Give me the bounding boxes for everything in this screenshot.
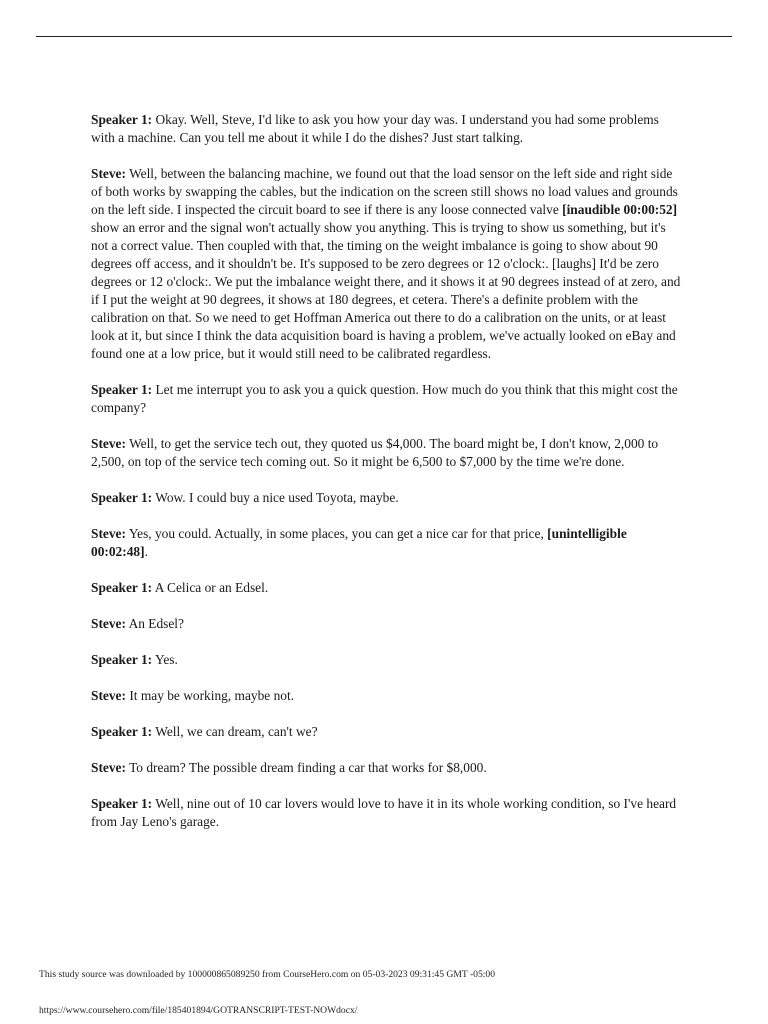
utterance-text: Okay. Well, Steve, I'd like to ask you how your day was. I understand you had some problems with a machine. Can you tell me about it while I do the dishes? Just start talking. [91, 112, 659, 145]
utterance-text: Let me interrupt you to ask you a quick question. How much do you think that this might cost the company? [91, 382, 678, 415]
speaker-label: Speaker 1: [91, 580, 153, 595]
utterance-text: Well, to get the service tech out, they quoted us $4,000. The board might be, I don't know, 2,000 to 2,500, on top of the service tech coming out. So it might be 6,500 to $7,000 by the time we're done. [91, 436, 659, 469]
source-url-link[interactable]: https://www.coursehero.com/file/185401894/GOTRANSCRIPT-TEST-NOWdocx/ [39, 1005, 358, 1016]
utterance-text: Yes, you could. Actually, in some places, you can get a nice car for that price, [128, 526, 544, 541]
transcript-body [91, 111, 681, 849]
speaker-label: Speaker 1: [91, 490, 153, 505]
transcript-paragraph [91, 723, 681, 741]
utterance-text: A Celica or an Edsel. [154, 580, 269, 595]
speaker-label: Speaker 1: [91, 112, 153, 127]
unintelligible-marker: [unintelligible 00:02:48] [91, 526, 627, 559]
utterance-text: Yes. [155, 652, 178, 667]
transcript-paragraph [91, 381, 681, 417]
speaker-label: Steve: [91, 166, 126, 181]
download-source-notice: This study source was downloaded by 100000865089250 from CourseHero.com on 05-03-2023 09:31:45 GMT -05:00 [39, 969, 496, 980]
inaudible-marker: [inaudible 00:00:52] [562, 202, 678, 217]
utterance-text: To dream? The possible dream finding a car that works for $8,000. [129, 760, 487, 775]
speaker-label: Steve: [91, 616, 126, 631]
utterance-text: Well, nine out of 10 car lovers would love to have it in its whole working condition, so I've heard from Jay Leno's garage. [91, 796, 677, 829]
transcript-paragraph [91, 489, 681, 507]
transcript-paragraph [91, 579, 681, 597]
transcript-paragraph [91, 759, 681, 777]
transcript-paragraph [91, 525, 681, 561]
transcript-paragraph [91, 615, 681, 633]
transcript-paragraph [91, 435, 681, 471]
transcript-paragraph [91, 111, 681, 147]
utterance-text: Well, we can dream, can't we? [155, 724, 318, 739]
utterance-text: Well, between the balancing machine, we found out that the load sensor on the left side and right side of both works by swapping the cables, but the indication on the screen still shows no load values and grounds on the left side. I inspected the circuit board to see if there is any loose connected valve [91, 166, 678, 217]
speaker-label: Steve: [91, 526, 126, 541]
speaker-label: Steve: [91, 688, 126, 703]
transcript-paragraph [91, 795, 681, 831]
speaker-label: Steve: [91, 436, 126, 451]
speaker-label: Speaker 1: [91, 796, 153, 811]
transcript-paragraph [91, 687, 681, 705]
transcript-paragraph [91, 165, 681, 363]
speaker-label: Speaker 1: [91, 652, 153, 667]
utterance-text: It may be working, maybe not. [129, 688, 295, 703]
top-divider [36, 36, 732, 37]
utterance-text: . [144, 544, 148, 559]
speaker-label: Steve: [91, 760, 126, 775]
utterance-text: An Edsel? [128, 616, 184, 631]
utterance-text: show an error and the signal won't actually show you anything. This is trying to show us something, but it's not a correct value. Then coupled with that, the timing on the weight imbalance is going to show about 90 degrees off access, and it shouldn't be. It's supposed to be zero degrees or 12 o'clock:. [laughs] It'd be zero degrees or 12 o'clock:. We put the imbalance weight there, and it shows it at 90 degrees instead of at zero, and if I put the weight at 90 degrees, it shows at 180 degrees, et cetera. There's a definite problem with the calibration on that. So we need to get Hoffman America out there to do a calibration on the units, or at least look at it, but since I think the data acquisition board is having a problem, we've actually looked on eBay and found one at a low price, but it would still need to be calibrated regardless. [91, 220, 681, 361]
speaker-label: Speaker 1: [91, 724, 153, 739]
utterance-text: Wow. I could buy a nice used Toyota, maybe. [155, 490, 399, 505]
transcript-paragraph [91, 651, 681, 669]
speaker-label: Speaker 1: [91, 382, 153, 397]
